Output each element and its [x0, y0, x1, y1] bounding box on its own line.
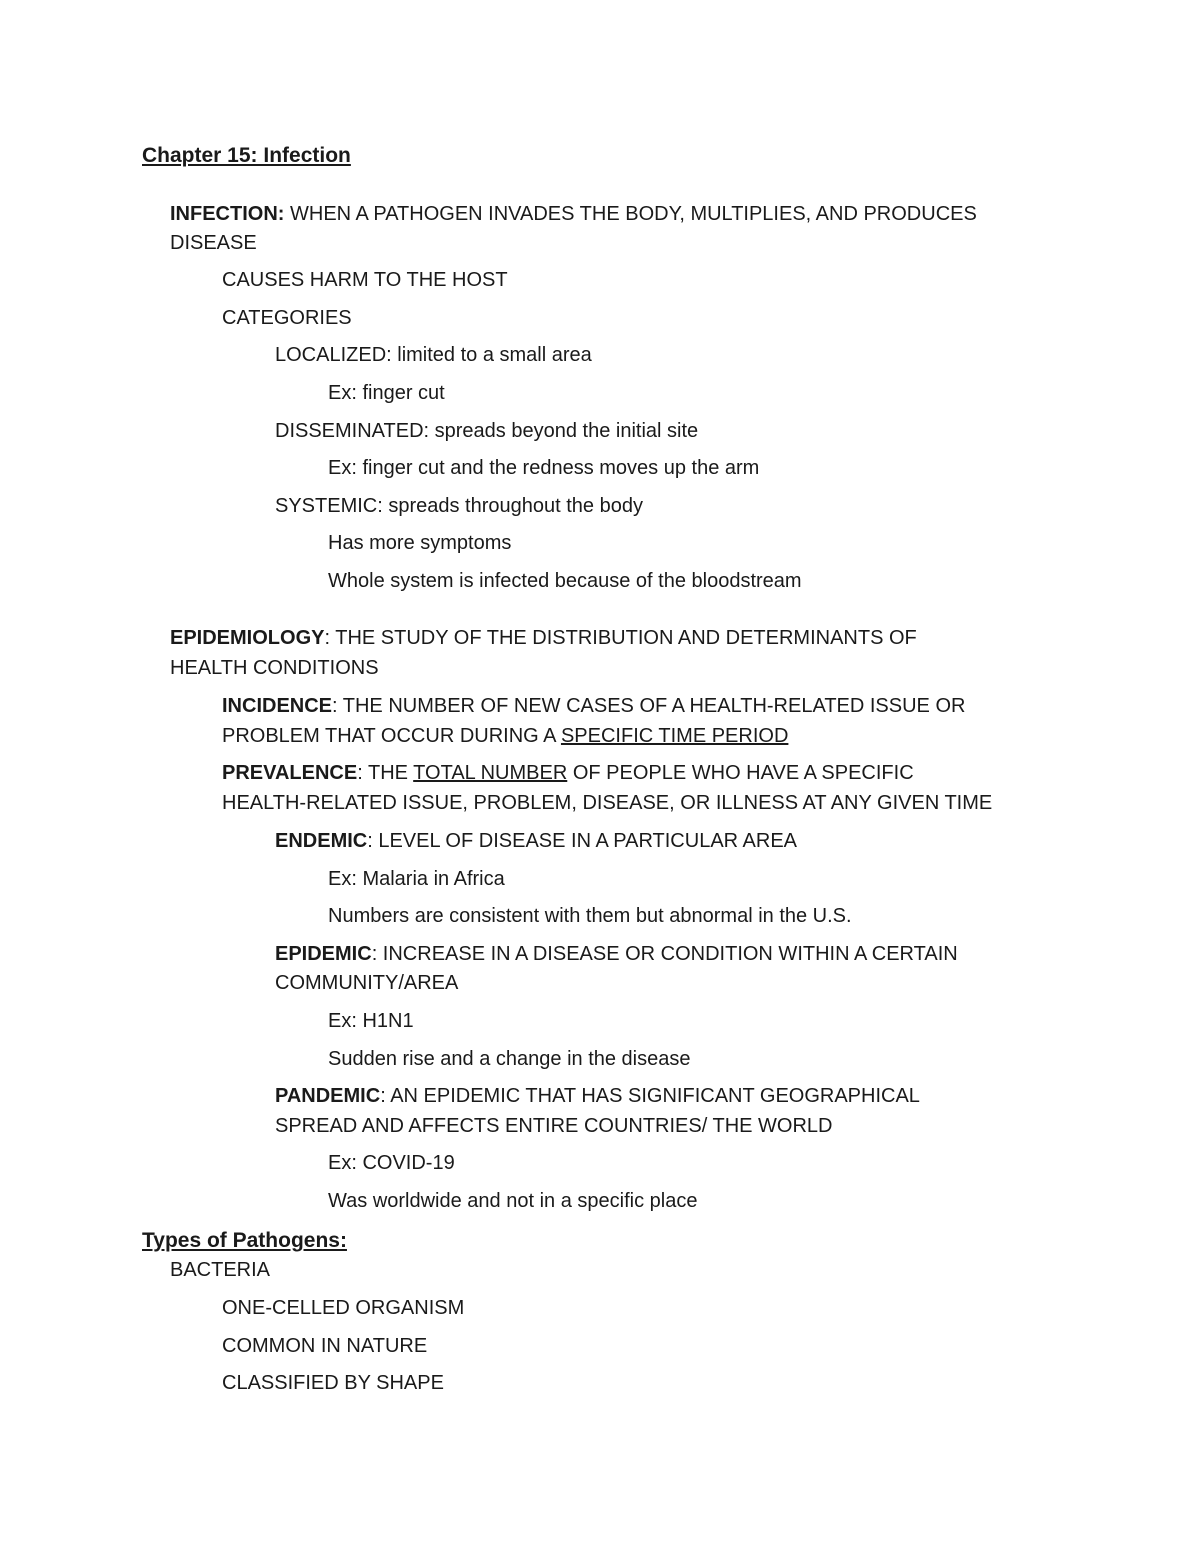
- prevalence-term: PREVALENCE: [222, 762, 358, 784]
- infection-def-line1: WHEN A PATHOGEN INVADES THE BODY, MULTIPLIES, AND PRODUCES: [284, 203, 977, 225]
- infection-term: INFECTION:: [170, 203, 285, 225]
- epidemic-line1: : INCREASE IN A DISEASE OR CONDITION WITHIN A CERTAIN: [371, 943, 958, 965]
- epidemiology-definition: [170, 624, 917, 653]
- infection-definition: [170, 200, 977, 229]
- incidence-definition: [222, 692, 965, 721]
- epidemiology-def-line1: : THE STUDY OF THE DISTRIBUTION AND DETERMINANTS OF: [324, 627, 917, 649]
- causes-harm: CAUSES HARM TO THE HOST: [222, 269, 508, 291]
- categories-label: CATEGORIES: [222, 307, 352, 329]
- pandemic-line1: : AN EPIDEMIC THAT HAS SIGNIFICANT GEOGRAPHICAL: [380, 1085, 920, 1107]
- pandemic-line2: SPREAD AND AFFECTS ENTIRE COUNTRIES/ THE WORLD: [275, 1115, 833, 1137]
- incidence-line2: [222, 722, 788, 751]
- incidence-term: INCIDENCE: [222, 695, 333, 717]
- endemic-note: Numbers are consistent with them but abnormal in the U.S.: [328, 905, 852, 927]
- disseminated-example: Ex: finger cut and the redness moves up the arm: [328, 457, 760, 479]
- pandemic-example: Ex: COVID-19: [328, 1152, 455, 1174]
- incidence-line1: : THE NUMBER OF NEW CASES OF A HEALTH-RELATED ISSUE OR: [332, 695, 966, 717]
- infection-def-line2: DISEASE: [170, 232, 257, 254]
- systemic-item: SYSTEMIC: spreads throughout the body: [275, 495, 643, 517]
- epidemiology-term: EPIDEMIOLOGY: [170, 627, 325, 649]
- pandemic-note: Was worldwide and not in a specific place: [328, 1190, 698, 1212]
- total-number: TOTAL NUMBER: [413, 762, 568, 784]
- specific-time-period: SPECIFIC TIME PERIOD: [560, 725, 789, 747]
- pandemic-definition: [275, 1082, 920, 1111]
- incidence-line2-text: PROBLEM THAT OCCUR DURING A: [222, 725, 561, 747]
- endemic-example: Ex: Malaria in Africa: [328, 868, 505, 890]
- epidemic-term: EPIDEMIC: [275, 943, 372, 965]
- epidemic-note: Sudden rise and a change in the disease: [328, 1048, 691, 1070]
- systemic-note-2: Whole system is infected because of the bloodstream: [328, 570, 802, 592]
- bacteria-item-3: CLASSIFIED BY SHAPE: [222, 1372, 444, 1394]
- bacteria-item-1: ONE-CELLED ORGANISM: [222, 1297, 465, 1319]
- localized-item: LOCALIZED: limited to a small area: [275, 344, 592, 366]
- endemic-term: ENDEMIC: [275, 830, 368, 852]
- epidemiology-def-line2: HEALTH CONDITIONS: [170, 657, 379, 679]
- epidemic-line2: COMMUNITY/AREA: [275, 972, 459, 994]
- pandemic-term: PANDEMIC: [275, 1085, 381, 1107]
- endemic-def: : LEVEL OF DISEASE IN A PARTICULAR AREA: [367, 830, 798, 852]
- epidemic-example: Ex: H1N1: [328, 1010, 414, 1032]
- chapter-title: Chapter 15: Infection: [142, 144, 351, 167]
- prevalence-definition: [222, 759, 914, 788]
- disseminated-item: DISSEMINATED: spreads beyond the initial site: [275, 420, 699, 442]
- localized-example: Ex: finger cut: [328, 382, 445, 404]
- epidemic-definition: [275, 940, 958, 969]
- prevalence-line2: HEALTH-RELATED ISSUE, PROBLEM, DISEASE, OR ILLNESS AT ANY GIVEN TIME: [222, 792, 993, 814]
- bacteria-label: BACTERIA: [170, 1259, 271, 1281]
- prevalence-line1-pre: : THE: [357, 762, 414, 784]
- systemic-note-1: Has more symptoms: [328, 532, 512, 554]
- prevalence-line1-post: OF PEOPLE WHO HAVE A SPECIFIC: [567, 762, 914, 784]
- pathogens-heading: Types of Pathogens:: [142, 1229, 347, 1252]
- bacteria-item-2: COMMON IN NATURE: [222, 1335, 428, 1357]
- endemic-definition: [275, 827, 797, 856]
